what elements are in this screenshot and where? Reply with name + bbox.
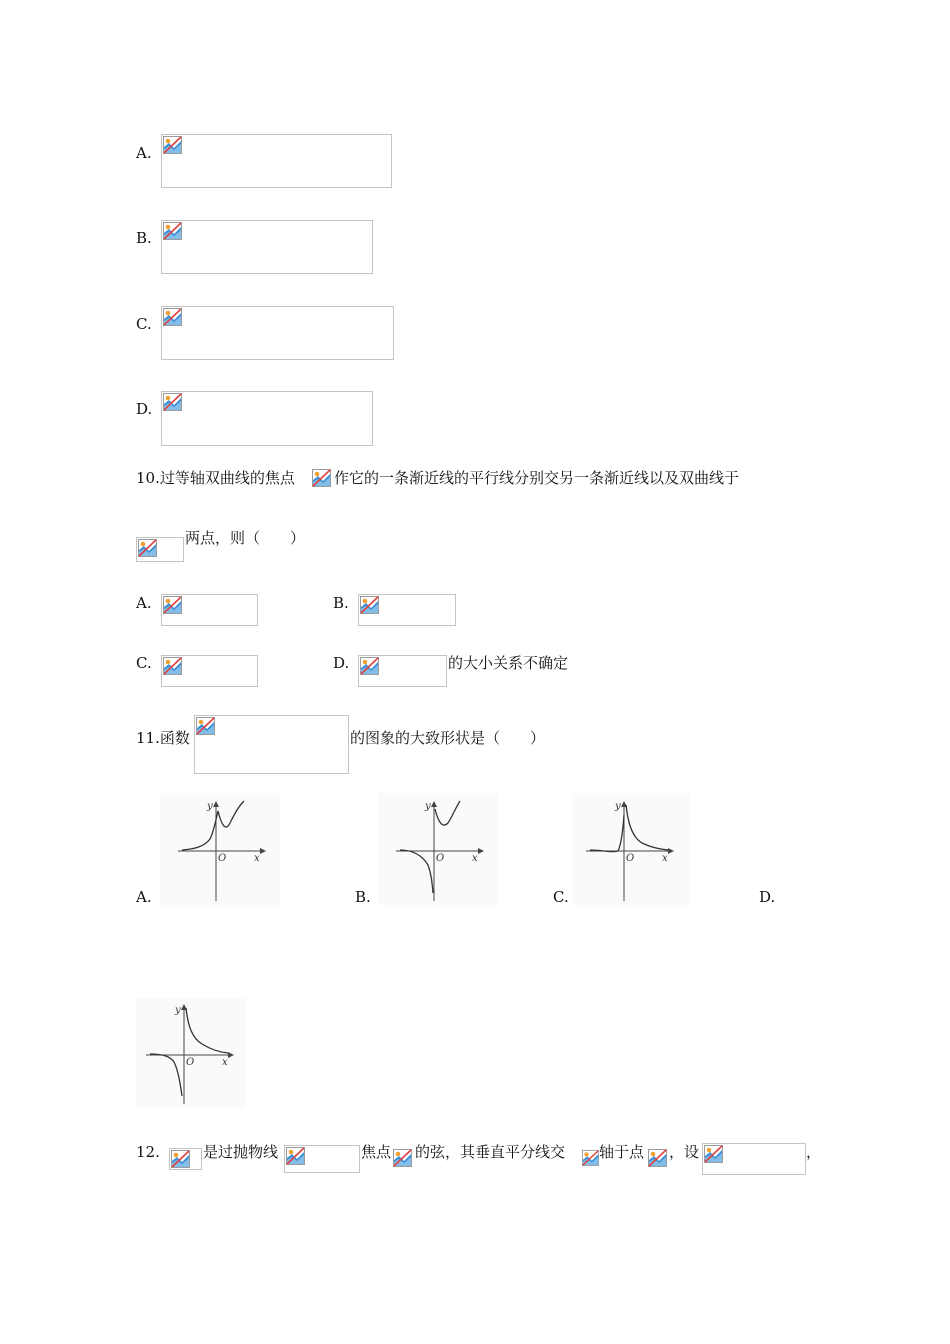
axis-label-y: y (615, 801, 621, 812)
q9-option-a-image (161, 134, 392, 188)
q11-option-b-label: B. (355, 888, 371, 906)
broken-image-icon (312, 469, 331, 487)
q9-option-d-label: D. (136, 400, 153, 418)
q12-number: 12. (136, 1143, 160, 1161)
broken-image-icon (360, 657, 379, 675)
broken-image-icon (163, 657, 182, 675)
broken-image-icon (171, 1150, 190, 1168)
axis-label-origin: O (626, 853, 635, 864)
q12-setup-image (702, 1143, 806, 1175)
q10-option-d-label: D. (333, 654, 350, 672)
broken-image-icon (648, 1149, 667, 1167)
axis-label-origin: O (218, 853, 227, 864)
broken-image-icon (163, 222, 182, 240)
q11-graph-c (572, 793, 690, 905)
q10-option-c-image (161, 655, 258, 687)
axis-label-y: y (175, 1005, 181, 1016)
q12-focus-image (393, 1149, 414, 1170)
q10-option-c-label: C. (136, 654, 152, 672)
q12-parabola-image (284, 1145, 360, 1173)
q9-option-b-label: B. (136, 229, 152, 247)
q10-line1-suffix: 作它的一条渐近线的平行线分别交另一条渐近线以及双曲线于 (334, 469, 740, 487)
q10-option-b-image (358, 594, 456, 626)
q12-point-image (648, 1149, 669, 1170)
q9-option-d-image (161, 391, 373, 446)
broken-image-icon (138, 539, 157, 557)
q10-points-image (136, 537, 184, 562)
q11-option-c-label: C. (553, 888, 569, 906)
q11-option-a-label: A. (136, 888, 152, 906)
broken-image-icon (286, 1147, 305, 1165)
q9-option-c-image (161, 306, 394, 360)
q9-option-c-label: C. (136, 315, 152, 333)
q10-option-d-suffix: 的大小关系不确定 (448, 654, 569, 672)
axis-label-x: x (254, 853, 260, 864)
axis-label-origin: O (186, 1057, 195, 1068)
q10-option-d-image (358, 655, 447, 687)
q10-line2-suffix: 两点，则（ ） (185, 529, 306, 547)
q12-text-2: 焦点 (361, 1143, 392, 1161)
broken-image-icon (393, 1149, 412, 1167)
q11-suffix: 的图象的大致形状是（ ） (350, 729, 546, 747)
q10-option-b-label: B. (333, 594, 349, 612)
q11-graph-d (136, 998, 246, 1108)
q11-prefix: 11.函数 (136, 729, 190, 747)
q12-text-3: 的弦，其垂直平分线交 (415, 1143, 566, 1161)
axis-label-x: x (222, 1057, 228, 1068)
q12-axis-image (582, 1149, 600, 1169)
q12-chord-image (169, 1148, 202, 1170)
q11-graph-b (378, 793, 498, 905)
broken-image-icon (704, 1145, 723, 1163)
q12-text-6: ， (806, 1143, 822, 1161)
broken-image-icon (360, 596, 379, 614)
q10-line1-prefix: 10.过等轴双曲线的焦点 (136, 469, 295, 487)
axis-label-origin: O (436, 853, 445, 864)
q11-function-image (194, 715, 349, 774)
q10-focus-image (312, 469, 333, 489)
q11-graph-a (160, 793, 280, 905)
broken-image-icon (163, 393, 182, 411)
q12-text-5: ，设 (669, 1143, 700, 1161)
q12-text-4: 轴于点 (599, 1143, 645, 1161)
axis-label-x: x (472, 853, 478, 864)
broken-image-icon (163, 136, 182, 154)
broken-image-icon (163, 596, 182, 614)
broken-image-icon (163, 308, 182, 326)
broken-image-icon (582, 1149, 599, 1167)
axis-label-x: x (662, 853, 668, 864)
axis-label-y: y (425, 801, 431, 812)
axis-label-y: y (207, 801, 213, 812)
q11-option-d-label: D. (759, 888, 776, 906)
q10-option-a-label: A. (136, 594, 152, 612)
broken-image-icon (196, 717, 215, 735)
q9-option-b-image (161, 220, 373, 274)
q10-option-a-image (161, 594, 258, 626)
q9-option-a-label: A. (136, 144, 152, 162)
q12-text-1: 是过抛物线 (203, 1143, 279, 1161)
